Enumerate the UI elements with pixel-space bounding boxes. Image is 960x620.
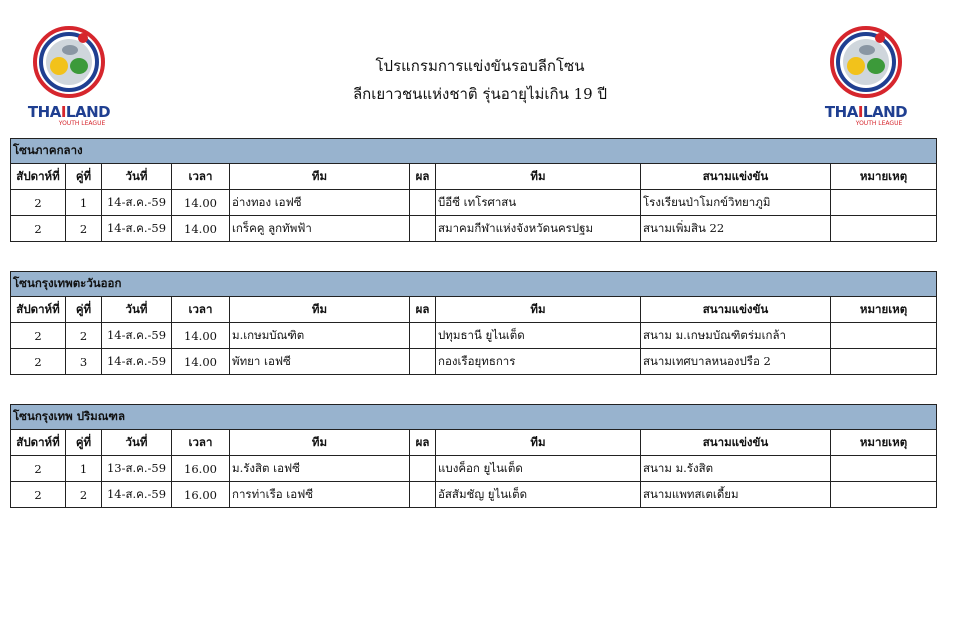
result-cell (410, 482, 436, 508)
away-team-cell: แบงค็อก ยูไนเต็ด (436, 456, 641, 482)
col-pair: คู่ที่ (66, 297, 102, 323)
away-team-cell: ปทุมธานี ยูไนเต็ด (436, 323, 641, 349)
result-cell (410, 190, 436, 216)
zone-table (10, 138, 937, 242)
table-row (11, 216, 937, 242)
col-time: เวลา (172, 164, 230, 190)
col-pair: คู่ที่ (66, 164, 102, 190)
home-team-cell: พัทยา เอฟซี (230, 349, 410, 375)
col-date: วันที่ (102, 297, 172, 323)
table-row (11, 190, 937, 216)
col-week: สัปดาห์ที่ (11, 164, 66, 190)
home-team-cell: อ่างทอง เอฟซี (230, 190, 410, 216)
header-row (11, 164, 937, 190)
time-cell: 16.00 (172, 456, 230, 482)
date-cell: 14-ส.ค.-59 (102, 482, 172, 508)
note-cell (831, 323, 937, 349)
col-result: ผล (410, 430, 436, 456)
col-venue: สนามแข่งขัน (641, 164, 831, 190)
venue-cell: โรงเรียนป่าโมกข์วิทยาภูมิ (641, 190, 831, 216)
col-time: เวลา (172, 430, 230, 456)
pair-cell: 2 (66, 482, 102, 508)
home-team-cell: การท่าเรือ เอฟซี (230, 482, 410, 508)
week-cell: 2 (11, 216, 66, 242)
col-date: วันที่ (102, 164, 172, 190)
header-row (11, 297, 937, 323)
date-cell: 14-ส.ค.-59 (102, 190, 172, 216)
time-cell: 14.00 (172, 190, 230, 216)
col-result: ผล (410, 297, 436, 323)
col-note: หมายเหตุ (831, 164, 937, 190)
venue-cell: สนาม ม.รังสิต (641, 456, 831, 482)
table-row (11, 323, 937, 349)
col-home-team: ทีม (230, 164, 410, 190)
date-cell: 14-ส.ค.-59 (102, 349, 172, 375)
venue-cell: สนามแพทสเตเดี้ยม (641, 482, 831, 508)
title-line-1: โปรแกรมการแข่งขันรอบลีกโซน (375, 57, 585, 75)
away-team-cell: บีอีซี เทโรศาสน (436, 190, 641, 216)
table-row (11, 456, 937, 482)
pair-cell: 3 (66, 349, 102, 375)
week-cell: 2 (11, 482, 66, 508)
thailand-youth-league-logo: THAILAND YOUTH LEAGUE (15, 24, 123, 128)
col-away-team: ทีม (436, 164, 641, 190)
pair-cell: 1 (66, 456, 102, 482)
home-team-cell: ม.รังสิต เอฟซี (230, 456, 410, 482)
col-away-team: ทีม (436, 297, 641, 323)
home-team-cell: ม.เกษมบัณฑิต (230, 323, 410, 349)
result-cell (410, 456, 436, 482)
col-venue: สนามแข่งขัน (641, 297, 831, 323)
col-result: ผล (410, 164, 436, 190)
date-cell: 14-ส.ค.-59 (102, 216, 172, 242)
col-pair: คู่ที่ (66, 430, 102, 456)
zone-name: โซนกรุงเทพ ปริมณฑล (11, 405, 937, 430)
col-home-team: ทีม (230, 430, 410, 456)
col-note: หมายเหตุ (831, 297, 937, 323)
away-team-cell: สมาคมกีฬาแห่งจังหวัดนครปฐม (436, 216, 641, 242)
week-cell: 2 (11, 190, 66, 216)
thailand-youth-league-logo: THAILAND YOUTH LEAGUE (812, 24, 920, 128)
date-cell: 13-ส.ค.-59 (102, 456, 172, 482)
table-row (11, 482, 937, 508)
pair-cell: 2 (66, 323, 102, 349)
zone-table (10, 271, 937, 375)
time-cell: 14.00 (172, 349, 230, 375)
time-cell: 14.00 (172, 216, 230, 242)
venue-cell: สนามเพิ่มสิน 22 (641, 216, 831, 242)
note-cell (831, 216, 937, 242)
header-row (11, 430, 937, 456)
venue-cell: สนามเทศบาลหนองปรือ 2 (641, 349, 831, 375)
col-week: สัปดาห์ที่ (11, 430, 66, 456)
col-venue: สนามแข่งขัน (641, 430, 831, 456)
page-title (0, 52, 960, 108)
time-cell: 14.00 (172, 323, 230, 349)
away-team-cell: อัสสัมชัญ ยูไนเต็ด (436, 482, 641, 508)
result-cell (410, 349, 436, 375)
note-cell (831, 482, 937, 508)
col-date: วันที่ (102, 430, 172, 456)
zone-name: โซนภาคกลาง (11, 139, 937, 164)
away-team-cell: กองเรือยุทธการ (436, 349, 641, 375)
result-cell (410, 323, 436, 349)
zone-table (10, 404, 937, 508)
col-note: หมายเหตุ (831, 430, 937, 456)
week-cell: 2 (11, 349, 66, 375)
col-time: เวลา (172, 297, 230, 323)
venue-cell: สนาม ม.เกษมบัณฑิตร่มเกล้า (641, 323, 831, 349)
col-home-team: ทีม (230, 297, 410, 323)
note-cell (831, 349, 937, 375)
col-away-team: ทีม (436, 430, 641, 456)
table-row (11, 349, 937, 375)
col-week: สัปดาห์ที่ (11, 297, 66, 323)
home-team-cell: เกร็คคู ลูกทัพฟ้า (230, 216, 410, 242)
time-cell: 16.00 (172, 482, 230, 508)
pair-cell: 1 (66, 190, 102, 216)
pair-cell: 2 (66, 216, 102, 242)
zone-name: โซนกรุงเทพตะวันออก (11, 272, 937, 297)
date-cell: 14-ส.ค.-59 (102, 323, 172, 349)
note-cell (831, 456, 937, 482)
note-cell (831, 190, 937, 216)
week-cell: 2 (11, 323, 66, 349)
title-line-2: ลีกเยาวชนแห่งชาติ รุ่นอายุไม่เกิน 19 ปี (352, 85, 608, 103)
result-cell (410, 216, 436, 242)
week-cell: 2 (11, 456, 66, 482)
